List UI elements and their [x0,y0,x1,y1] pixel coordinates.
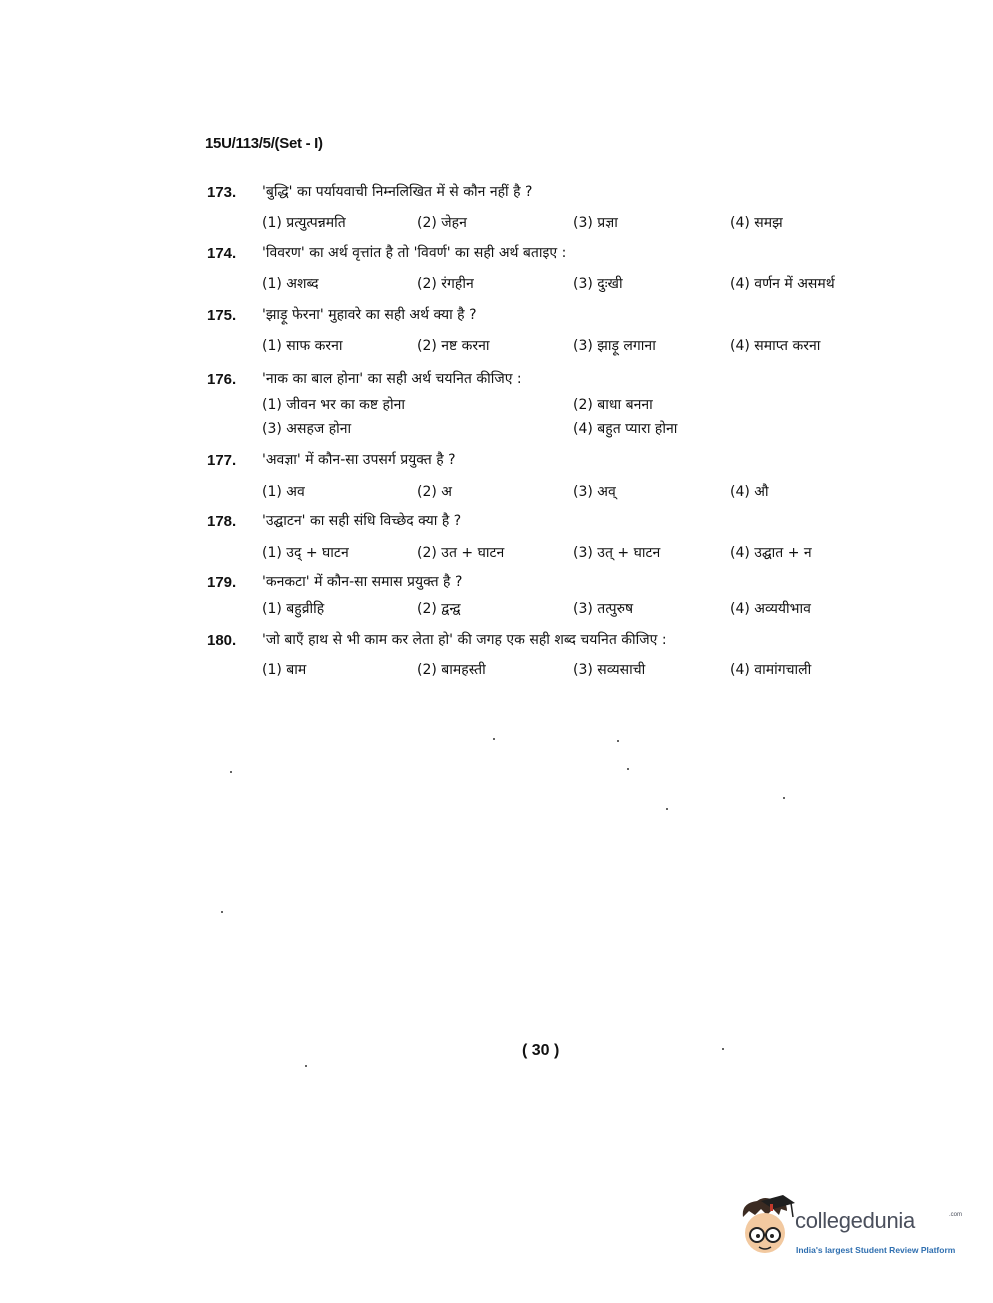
speck [627,768,629,770]
question-text: 'जो बाएँ हाथ से भी काम कर लेता हो' की जगह एक सही शब्द चयनित कीजिए : [262,632,667,648]
question-number: 175. [207,307,237,324]
option: (4) बहुत प्यारा होना [573,421,678,437]
option: (2) बामहस्ती [417,662,486,678]
option: (3) अव् [573,484,616,500]
option: (4) समाप्त करना [730,338,821,354]
question-number: 180. [207,632,237,649]
question-number: 178. [207,513,237,530]
option: (1) उद् + घाटन [262,545,349,561]
speck [305,1065,307,1067]
question-number: 179. [207,574,237,591]
option: (2) द्वन्द्व [417,601,461,617]
page-number: ( 30 ) [522,1042,560,1059]
speck [221,911,223,913]
option: (1) अव [262,484,305,500]
option: (3) उत् + घाटन [573,545,661,561]
brand-tagline: India's largest Student Review Platform [796,1245,956,1255]
option: (1) जीवन भर का कष्ट होना [262,397,405,413]
option: (1) बहुव्रीहि [262,601,325,617]
option: (4) वामांगचाली [730,662,812,678]
option: (1) अशब्द [262,276,319,292]
question-text: 'विवरण' का अर्थ वृत्तांत है तो 'विवर्ण' का सही अर्थ बताइए : [262,245,567,261]
option: (1) बाम [262,662,307,678]
option: (3) तत्पुरुष [573,601,634,617]
question-number: 174. [207,245,237,262]
option: (2) नष्ट करना [417,338,490,354]
question-text: 'बुद्धि' का पर्यायवाची निम्नलिखित में से कौन नहीं है ? [262,184,533,200]
option: (3) सव्यसाची [573,662,646,678]
question-number: 176. [207,371,237,388]
option: (4) अव्ययीभाव [730,601,811,617]
option: (2) जेहन [417,215,467,231]
brand-name: collegedunia [795,1208,915,1233]
speck [617,740,619,742]
option: (3) प्रज्ञा [573,215,618,231]
speck [666,808,668,810]
question-number: 173. [207,184,237,201]
option: (4) औ [730,484,769,500]
speck [783,797,785,799]
option: (3) दुःखी [573,276,623,292]
option: (4) उद्घात + न [730,545,812,561]
question-text: 'झाड़ू फेरना' मुहावरे का सही अर्थ क्या है ? [262,307,477,323]
question-text: 'कनकटा' में कौन-सा समास प्रयुक्त है ? [262,574,463,590]
option: (2) रंगहीन [417,276,474,292]
option: (4) समझ [730,215,783,231]
option: (4) वर्णन में असमर्थ [730,276,835,292]
question-text: 'अवज्ञा' में कौन-सा उपसर्ग प्रयुक्त है ? [262,452,456,468]
speck [493,738,495,740]
option: (3) झाड़ू लगाना [573,338,656,354]
option: (1) साफ करना [262,338,343,354]
speck [722,1048,724,1050]
option: (2) उत + घाटन [417,545,505,561]
question-text: 'नाक का बाल होना' का सही अर्थ चयनित कीजिए : [262,371,522,387]
option: (2) बाधा बनना [573,397,653,413]
option: (1) प्रत्युत्पन्नमति [262,215,346,231]
brand-suffix: .com [949,1212,963,1218]
question-number: 177. [207,452,237,469]
option: (3) असहज होना [262,421,352,437]
speck [230,771,232,773]
question-text: 'उद्घाटन' का सही संधि विच्छेद क्या है ? [262,513,462,529]
page-code: 15U/113/5/(Set - I) [205,135,323,152]
option: (2) अ [417,484,452,500]
